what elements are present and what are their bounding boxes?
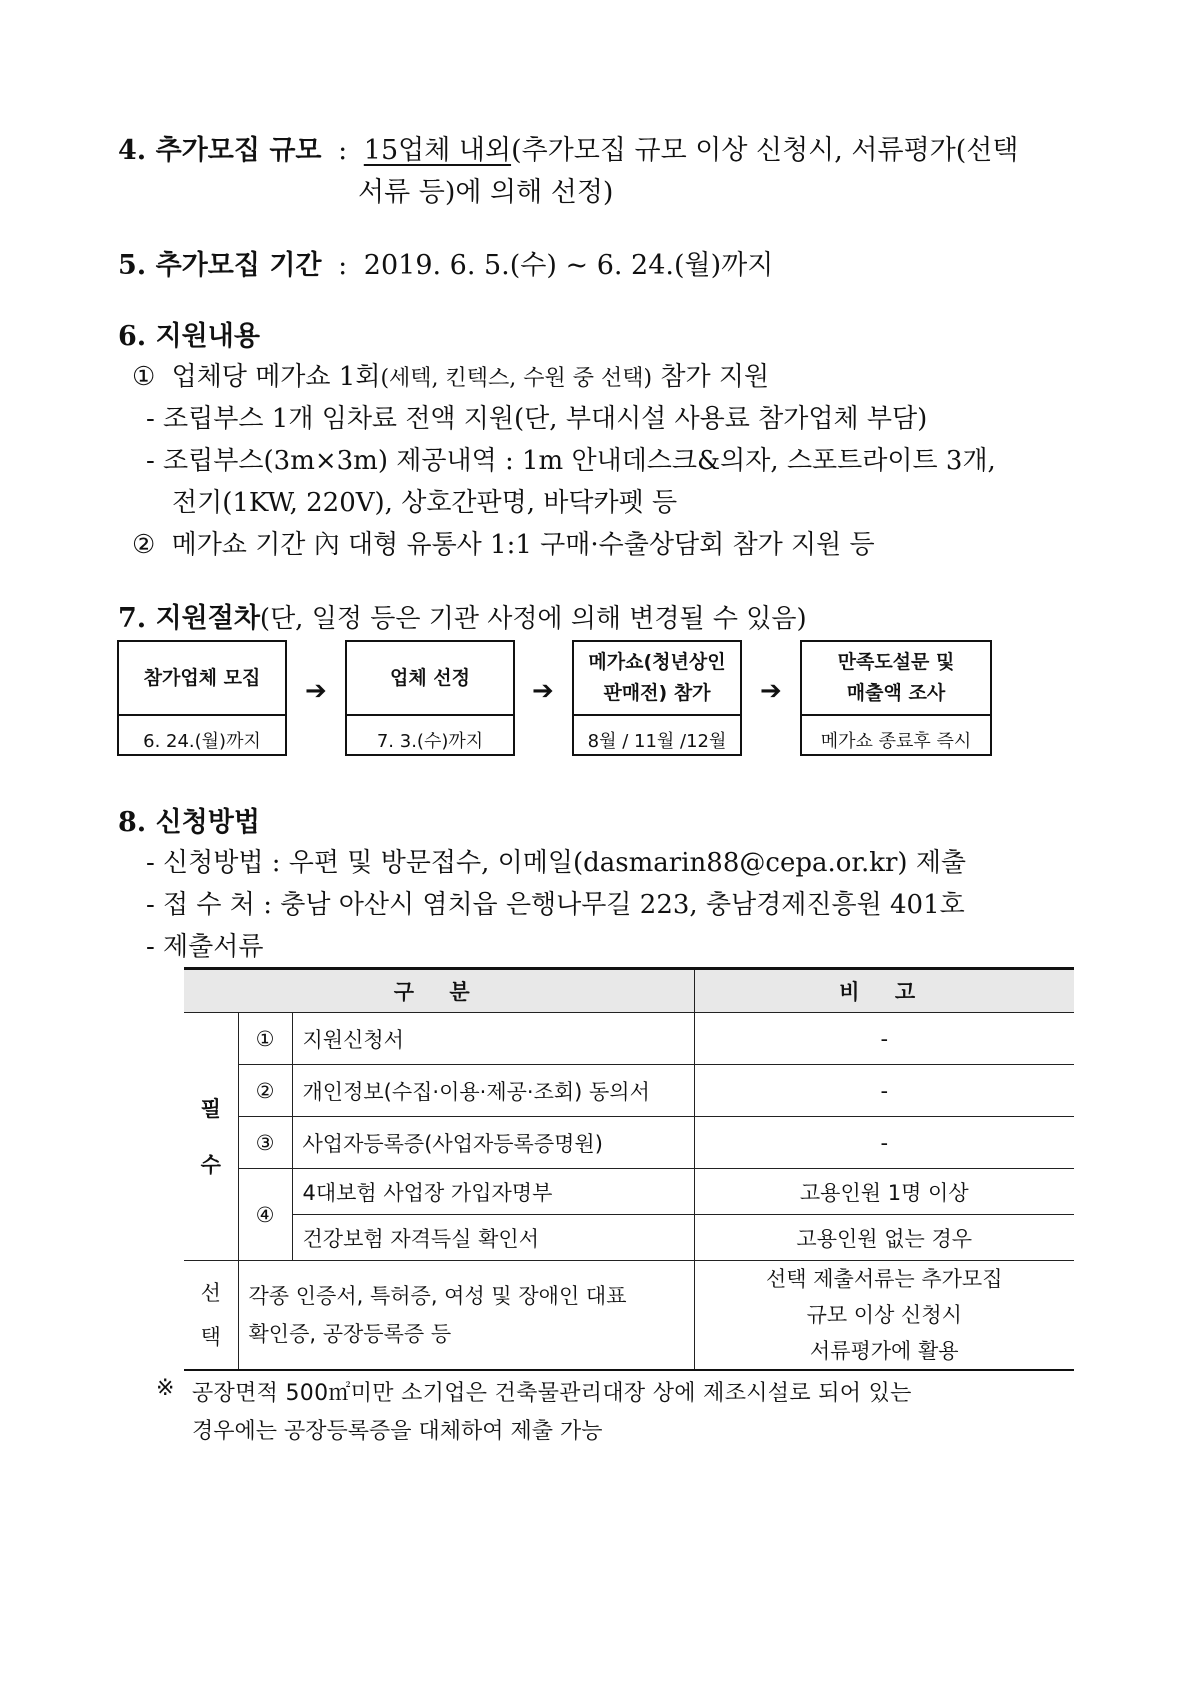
section-4-label: 4. 추가모집 규모: [118, 135, 322, 166]
row-document: 개인정보(수집·이용·제공·조회) 동의서: [292, 1065, 694, 1117]
row-remark: -: [694, 1013, 1074, 1065]
item-1-text-b: (세텍, 킨텍스, 수원 중 선택): [380, 366, 653, 391]
apply-method: - 신청방법 : 우편 및 방문접수, 이메일(dasmarin88@cepa.or.kr) 제출: [146, 848, 967, 878]
row-mark: ④: [238, 1169, 292, 1261]
support-item-2: [132, 524, 875, 561]
section-5-colon: :: [338, 250, 348, 281]
section-8-heading: [118, 800, 260, 839]
section-4-line2: 서류 등)에 의해 선정): [358, 177, 614, 208]
section-4-rest: (추가모집 규모 이상 신청시, 서류평가(선택: [511, 135, 1019, 166]
item-2-mark: ②: [132, 530, 156, 560]
step-3-date: 8월 / 11월 /12월: [587, 731, 727, 752]
section-7-note: (단, 일정 등은 기관 사정에 의해 변경될 수 있음): [259, 604, 807, 634]
support-dash-2: - 조립부스(3m×3m) 제공내역 : 1m 안내데스크&의자, 스포트라이트 3개,: [146, 446, 996, 476]
arrow-right-icon: ➔: [760, 676, 782, 706]
process-step-1: [117, 640, 287, 756]
footnote-line-1: 공장면적 500㎡미만 소기업은 건축물관리대장 상에 제조시설로 되어 있는: [192, 1381, 912, 1406]
process-step-3: [572, 640, 742, 756]
row-mark: ②: [238, 1065, 292, 1117]
section-4-heading: [118, 128, 1018, 167]
section-7-heading: [118, 596, 807, 635]
section-6-heading: [118, 314, 260, 353]
step-2-date: 7. 3.(수)까지: [376, 731, 484, 752]
section-5-heading: [118, 243, 773, 282]
section-5-label: 5. 추가모집 기간: [118, 250, 322, 281]
row-remark: -: [694, 1117, 1074, 1169]
item-1-text-c: 참가 지원: [660, 362, 770, 392]
table-row: [184, 1013, 1074, 1065]
table-row: [184, 1215, 1074, 1261]
step-4-title: 만족도설문 및 매출액 조사: [802, 642, 990, 716]
optional-documents: 각종 인증서, 특허증, 여성 및 장애인 대표 확인증, 공장등록증 등: [238, 1261, 694, 1371]
process-step-2: [345, 640, 515, 756]
group-optional: 선 택: [184, 1261, 238, 1371]
header-remarks: 비 고: [694, 969, 1074, 1013]
section-8-label: 8. 신청방법: [118, 807, 260, 838]
step-1-title: 참가업체 모집: [119, 642, 285, 716]
documents-table: [184, 967, 1074, 1371]
optional-remark: 선택 제출서류는 추가모집 규모 이상 신청시 서류평가에 활용: [694, 1261, 1074, 1371]
support-dash-1: - 조립부스 1개 임차료 전액 지원(단, 부대시설 사용료 참가업체 부담): [146, 404, 928, 434]
item-1-mark: ①: [132, 362, 156, 392]
support-dash-2-cont: 전기(1KW, 220V), 상호간판명, 바닥카펫 등: [172, 488, 678, 518]
table-row: [184, 1065, 1074, 1117]
section-4-highlight: 15업체 내외: [363, 135, 512, 166]
footnote-line-2: 경우에는 공장등록증을 대체하여 제출 가능: [192, 1419, 603, 1444]
step-4-date: 메가쇼 종료후 즉시: [820, 731, 972, 752]
row-document: 건강보험 자격득실 확인서: [292, 1215, 694, 1261]
row-mark: ①: [238, 1013, 292, 1065]
arrow-right-icon: ➔: [532, 676, 554, 706]
step-1-date: 6. 24.(월)까지: [143, 731, 261, 752]
footnote-mark: ※: [156, 1376, 175, 1401]
table-row-optional: [184, 1261, 1074, 1371]
group-required: 필 수: [184, 1013, 238, 1261]
section-6-label: 6. 지원내용: [118, 321, 260, 352]
row-mark: ③: [238, 1117, 292, 1169]
table-row: [184, 1117, 1074, 1169]
header-category: 구 분: [184, 969, 694, 1013]
section-5-text: 2019. 6. 5.(수) ~ 6. 24.(월)까지: [363, 250, 774, 281]
row-document: 지원신청서: [292, 1013, 694, 1065]
support-item-1: [132, 356, 769, 393]
process-step-4: [800, 640, 992, 756]
apply-documents-label: - 제출서류: [146, 932, 264, 962]
row-remark: 고용인원 없는 경우: [694, 1215, 1074, 1261]
item-2-text: 메가쇼 기간 內 대형 유통사 1:1 구매·수출상담회 참가 지원 등: [171, 530, 875, 560]
item-1-text-a: 업체당 메가쇼 1회: [171, 362, 381, 392]
row-document: 사업자등록증(사업자등록증명원): [292, 1117, 694, 1169]
row-remark: -: [694, 1065, 1074, 1117]
section-4-colon: :: [338, 135, 348, 166]
row-remark: 고용인원 1명 이상: [694, 1169, 1074, 1215]
apply-address: - 접 수 처 : 충남 아산시 염치읍 은행나무길 223, 충남경제진흥원 401호: [146, 890, 965, 920]
row-document: 4대보험 사업장 가입자명부: [292, 1169, 694, 1215]
section-7-label: 7. 지원절차: [118, 603, 260, 634]
table-row: [184, 1169, 1074, 1215]
arrow-right-icon: ➔: [305, 676, 327, 706]
step-3-title: 메가쇼(청년상인 판매전) 참가: [574, 642, 740, 716]
table-header-row: [184, 969, 1074, 1013]
step-2-title: 업체 선정: [347, 642, 513, 716]
